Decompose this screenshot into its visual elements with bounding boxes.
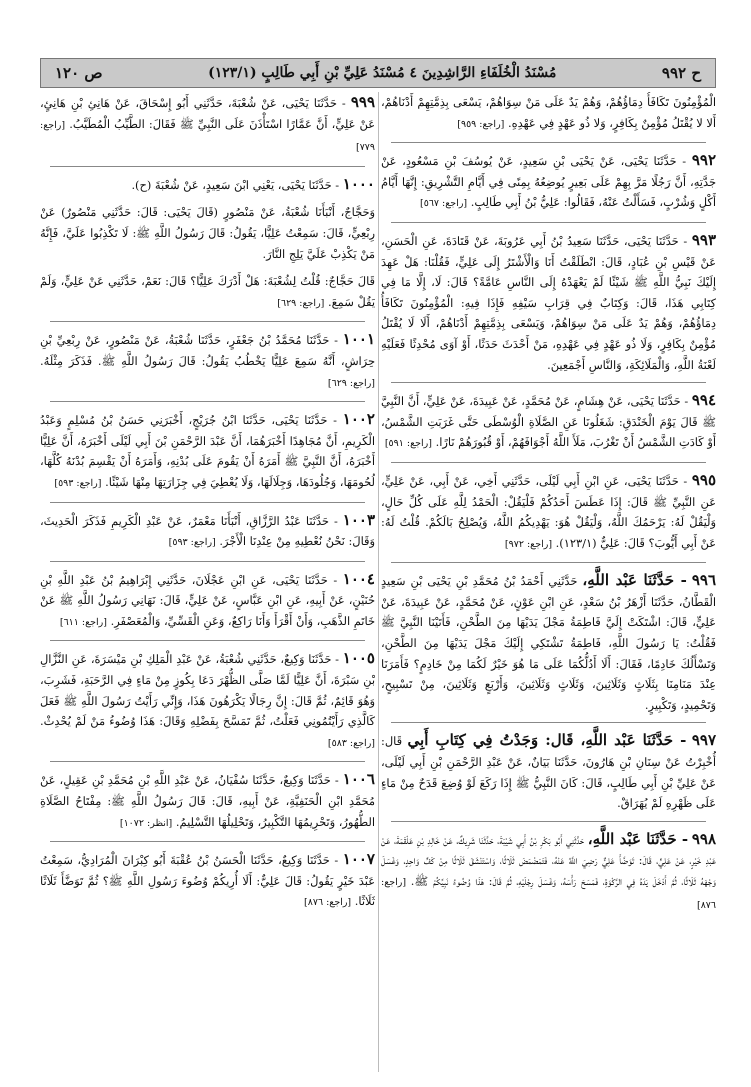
column-divider	[378, 92, 379, 1072]
hadith-paragraph	[40, 271, 375, 314]
hadith-text: - حَدَّثَنَا يَحْيَى، حَدَّثَنَا ابْنُ جُرَيْجٍ، أَخْبَرَنِي حَسَنُ بْنُ مُسْلِمٍ وَعَبْدُ الْكَرِيمِ، أَنَّ مُجَاهِدًا أَخْبَرَهُمَا، أَنَّ عَبْدَ الرَّحْمَنِ بْنَ أَبِي لَيْلَى أَخْبَرَهُ، أَنَّ عَلِيًّا أَخْبَرَهُ، أَنَّ النَّبِيَّ ﷺ أَمَرَهُ أَنْ يَقُومَ عَلَى بُدْنِهِ، وَأَمَرَهُ أَنْ يَقْسِمَ بُدْنَهُ كُلَّهَا، لُحُومَهَا، وَجُلُودَهَا، وَجِلَالَهَا، وَلَا يُعْطِيَ فِي جِزَارَتِهَا مِنْهَا شَيْئًا.	[40, 413, 375, 489]
hadith-paragraph	[40, 849, 375, 914]
hadith-divider	[50, 502, 365, 503]
hadith-number: ١٠٠٤	[342, 569, 375, 588]
hadith-paragraph	[40, 648, 375, 754]
page-header	[40, 58, 716, 88]
hadith-divider	[50, 166, 365, 167]
cross-reference: [راجع: ٦٢٩]	[327, 377, 375, 389]
hadith-text: - حَدَّثَنَا عَبْدُ الرَّزَّاقِ، أَنْبَأَنَا مَعْمَرٌ، عَنْ عَبْدِ الْكَرِيمِ فَذَكَرَ الْحَدِيثَ، وَقَالَ: نَحْنُ نُعْطِيهِ مِنْ عِنْدِنَا الْأَجْرَ.	[40, 513, 375, 549]
hadith-text: - حَدَّثَنَا يَحْيَى، عَنْ هِشَامٍ، عَنْ مُحَمَّدٍ، عَنْ عَبِيدَةَ، عَنْ عَلِيٍّ، أَنَّ النَّبِيَّ ﷺ قَالَ يَوْمَ الْخَنْدَقِ: شَغَلُونَا عَنِ الصَّلَاةِ الْوُسْطَى حَتَّى غَرَبَتِ الشَّمْسُ، أَوْ كَادَتِ الشَّمْسُ أَنْ تَغْرُبَ، مَلَأَ اللَّهُ أَجْوَافَهُمْ، أَوْ قُبُورَهُمْ نَارًا.	[381, 394, 716, 450]
hadith-text: - حَدَّثَنَا يَحْيَى، حَدَّثَنَا سَعِيدُ بْنُ أَبِي عَرُوبَةَ، عَنْ قَتَادَةَ، عَنِ الْحَسَنِ، عَنْ قَيْسِ بْنِ عُبَادٍ، قَالَ: انْطَلَقْتُ أَنَا وَالْأَشْتَرُ إِلَى عَلِيٍّ، فَقُلْنَا: هَلْ عَهِدَ إِلَيْكَ نَبِيُّ اللَّهِ ﷺ شَيْئًا لَمْ يَعْهَدْهُ إِلَى النَّاسِ عَامَّةً؟ قَالَ: لَا، إِلَّا مَا فِي كِتَابِي هَذَا، قَالَ: وَكِتَابٌ فِي قِرَابِ سَيْفِهِ فَإِذَا فِيهِ: الْمُؤْمِنُونَ تَكَافَأُ دِمَاؤُهُمْ، وَهُمْ يَدٌ عَلَى مَنْ سِوَاهُمْ، وَيَسْعَى بِذِمَّتِهِمْ أَدْنَاهُمْ، أَلَا لَا يُقْتَلُ مُؤْمِنٌ بِكَافِرٍ، وَلَا ذُو عَهْدٍ فِي عَهْدِهِ، مَنْ أَحْدَثَ حَدَثًا، أَوْ آوَى مُحْدِثًا فَعَلَيْهِ لَعْنَةُ اللَّهِ، وَالْمَلَائِكَةِ، وَالنَّاسِ أَجْمَعِينَ.	[381, 233, 716, 372]
left-column	[40, 92, 375, 1077]
hadith-number: ٩٩٣	[691, 230, 716, 249]
hadith-number: ٩٩٤	[691, 391, 716, 410]
cross-reference: [راجع: ٥٦٧]	[420, 198, 468, 210]
hadith-paragraph	[381, 730, 716, 813]
hadith-paragraph	[40, 202, 375, 264]
cross-reference: [راجع: ٩٥٩]	[457, 118, 505, 130]
hadith-divider	[391, 222, 706, 223]
hadith-number: ٩٩٥	[691, 470, 716, 489]
hadith-number: ٩٩٢	[691, 151, 716, 170]
hadith-number: ١٠٠٥	[342, 649, 375, 668]
hadith-divider	[391, 382, 706, 383]
hadith-paragraph	[40, 569, 375, 634]
cross-reference: [راجع: ٨٧٦]	[381, 877, 716, 911]
hadith-divider	[50, 761, 365, 762]
cross-reference: [انظر: ١٠٧٢]	[119, 817, 173, 829]
hadith-paragraph	[40, 329, 375, 394]
hadith-number: ١٠٠٧	[342, 850, 375, 869]
hadith-range-ref: ح ٩٩٢	[661, 64, 701, 82]
hadith-paragraph	[381, 92, 716, 135]
hadith-divider	[391, 562, 706, 563]
hadith-divider	[50, 561, 365, 562]
hadith-number: ١٠٠٣	[342, 510, 375, 529]
hadith-text: - حَدَّثَنَا وَكِيعٌ، حَدَّثَنَا سُفْيَانُ، عَنْ عَبْدِ اللَّهِ بْنِ مُحَمَّدِ بْنِ عَقِيلٍ، عَنْ مُحَمَّدِ ابْنِ الْحَنَفِيَّةِ، عَنْ أَبِيهِ، قَالَ: قَالَ رَسُولُ اللَّهِ ﷺ: مِفْتَاحُ الصَّلَاةِ الطُّهُورُ، وَتَحْرِيمُهَا التَّكْبِيرُ، وَتَحْلِيلُهَا التَّسْلِيمُ.	[40, 773, 375, 829]
hadith-paragraph	[381, 470, 716, 555]
hadith-paragraph	[40, 510, 375, 554]
hadith-divider	[50, 841, 365, 842]
hadith-paragraph	[40, 92, 375, 159]
hadith-paragraph	[381, 230, 716, 375]
hadith-text: - حَدَّثَنَا يَحْيَى، عَنِ ابْنِ أَبِي لَيْلَى، حَدَّثَنِي أَخِي، عَنْ أَبِي، عَنْ عَلِيٍّ، عَنِ النَّبِيِّ ﷺ قَالَ: إِذَا عَطَسَ أَحَدُكُمْ فَلْيَقُلْ: الْحَمْدُ لِلَّهِ عَلَى كُلِّ حَالٍ، وَلْيَقُلْ لَهُ: يَرْحَمُكَ اللَّهُ، وَلْيَقُلْ هُوَ: يَهْدِيكُمُ اللَّهُ، وَيُصْلِحُ بَالَكُمْ. قُلْتُ لَهُ: عَنْ أَبِي أَيُّوبَ؟ قَالَ: عَلِيٌّ (١٢٣/١).	[381, 473, 716, 550]
cross-reference: [راجع: ٥٩١]	[384, 438, 432, 450]
hadith-text: قَال: أُخْبِرْتُ عَنْ سِنَانِ بْنِ هَارُونَ، حَدَّثَنَا بَيَانٌ، عَنْ عَبْدِ الرَّحْمَنِ بْنِ أَبِي لَيْلَى، عَنْ عَلِيِّ بْنِ أَبِي طَالِبٍ، قَالَ: كَانَ النَّبِيُّ ﷺ إِذَا رَكَعَ لَوْ وُضِعَ قَدَحٌ مِنْ مَاءٍ عَلَى ظَهْرِهِ لَمْ يُهَرَاقْ.	[381, 734, 716, 811]
cross-reference: [راجع: ٩٧٢]	[504, 538, 553, 550]
hadith-number: ٩٩٧	[691, 731, 716, 750]
hadith-number: ١٠٠٦	[342, 770, 375, 789]
hadith-text: حَدَّثَنِي أَبُو بَكْرِ بْنُ أَبِي شَيْبَةَ، حَدَّثَنَا شَرِيكٌ، عَنْ خَالِدِ بْنِ عَلْقَمَةَ، عَنْ عَبْدِ خَيْرٍ، عَنْ عَلِيٍّ، قَالَ: تَوَضَّأَ عَلِيٌّ رَضِيَ اللَّهُ عَنْهُ، فَتَمَضْمَضَ ثَلَاثًا، وَاسْتَنْشَقَ ثَلَاثًا مِنْ كَفٍّ وَاحِدٍ، وَغَسَلَ وَجْهَهُ ثَلَاثًا، ثُمَّ أَدْخَلَ يَدَهُ فِي الرَّكْوَةِ، فَمَسَحَ رَأْسَهُ، وَغَسَلَ رِجْلَيْهِ، ثُمَّ قَالَ: هَذَا وُضُوءُ نَبِيِّكُمْ ﷺ.	[381, 832, 716, 888]
hadith-text: الْمُؤْمِنُونَ تَكَافَأُ دِمَاؤُهُمْ، وَهُمْ يَدٌ عَلَى مَنْ سِوَاهُمْ، يَسْعَى بِذِمَّتِهِمْ أَدْنَاهُمْ، أَلا لا يُقْتَلُ مُؤْمِنٌ بِكَافِرٍ، وَلا ذُو عَهْدٍ فِي عَهْدِهِ.	[381, 95, 716, 130]
hadith-number: ٩٩٦	[691, 571, 716, 590]
hadith-divider	[391, 462, 706, 463]
hadith-text: - حَدَّثَنَا يَحْيَى، عَنْ شُعْبَةَ، حَدَّثَنِي أَبُو إِسْحَاقَ، عَنْ هَانِئِ بْنِ هَانِئٍ، عَنْ عَلِيٍّ، أَنَّ عَمَّارًا اسْتَأْذَنَ عَلَى النَّبِيِّ ﷺ فَقَالَ: الطَّيِّبُ الْمُطَيَّبُ.	[40, 96, 375, 131]
header-title: مُسْنَدُ الْخُلَفَاءِ الرَّاشِدِينَ ٤ مُسْنَدُ عَلِيِّ بْنِ أَبِي طَالِبٍ (١٢٣/١)	[208, 65, 557, 81]
cross-reference: [راجع: ٨٧٦]	[304, 897, 352, 909]
hadith-number: ٩٩٨	[691, 829, 716, 848]
hadith-text: - حَدَّثَنَا يَحْيَى، عَنِ ابْنِ عَجْلَانَ، حَدَّثَنِي إِبْرَاهِيمُ بْنُ عَبْدِ اللَّهِ بْنِ حُنَيْنٍ، عَنْ أَبِيهِ، عَنِ ابْنِ عَبَّاسٍ، عَنْ عَلِيٍّ، قَالَ: نَهَانِي رَسُولُ اللَّهِ ﷺ عَنْ خَاتَمِ الذَّهَبِ، وَأَنْ أَقْرَأَ وَأَنَا رَاكِعٌ، وَعَنِ الْقَسِّيِّ، وَالْمُعَصْفَرِ.	[40, 572, 375, 628]
hadith-divider	[50, 640, 365, 641]
hadith-text: - حَدَّثَنَا وَكِيعٌ، حَدَّثَنِي شُعْبَةُ، عَنْ عَبْدِ الْمَلِكِ بْنِ مَيْسَرَةَ، عَنِ النَّزَّالِ بْنِ سَبْرَةَ، أَنَّ عَلِيًّا لَمَّا صَلَّى الظُّهْرَ دَعَا بِكُوزٍ مِنْ مَاءٍ فِي الرَّحَبَةِ، فَشَرِبَ، وَهُوَ قَائِمٌ، ثُمَّ قَالَ: إِنَّ رِجَالًا يَكْرَهُونَ هَذَا، وَإِنِّي رَأَيْتُ رَسُولَ اللَّهِ ﷺ فَعَلَ كَالَّذِي رَأَيْتُمُونِي فَعَلْتُ، ثُمَّ تَمَسَّحَ بِفَضْلِهِ وَقَالَ: هَذَا وُضُوءُ مَنْ لَمْ يُحْدِثْ.	[40, 652, 375, 729]
cross-reference: [راجع: ٥٩٣]	[168, 537, 216, 549]
hadith-heading: - حَدَّثَنَا عَبْد اللَّهِ،	[582, 571, 687, 590]
hadith-divider	[391, 722, 706, 723]
hadith-paragraph	[381, 150, 716, 215]
hadith-number: ٩٩٩	[350, 93, 375, 111]
hadith-paragraph	[40, 769, 375, 834]
hadith-text: - حَدَّثَنَا يَحْيَى، يَعْنِي ابْنَ سَعِيدٍ، عَنْ شُعْبَةَ (ح).	[131, 177, 340, 192]
hadith-paragraph	[381, 390, 716, 455]
hadith-paragraph	[381, 570, 716, 715]
hadith-text: - حَدَّثَنَا وَكِيعٌ، حَدَّثَنَا الْحَسَنُ بْنُ عُقْبَةَ أَبُو كِبْرَانَ الْمُرَادِيُّ، سَمِعْتُ عَبْدَ خَيْرٍ يَقُولُ: قَالَ عَلِيٌّ: أَلَا أُرِيكُمْ وُضُوءَ رَسُولِ اللَّهِ ﷺ؟ ثُمَّ تَوَضَّأَ ثَلَاثًا ثَلَاثًا.	[40, 853, 375, 909]
hadith-divider	[391, 142, 706, 143]
hadith-heading: - حَدَّثَنَا عَبْد اللَّهِ، قَال: وَجَدْتُ فِي كِتَابِ أَبِي	[407, 731, 687, 750]
hadith-divider	[50, 321, 365, 322]
hadith-text: - حَدَّثَنَا مُحَمَّدُ بْنُ جَعْفَرٍ، حَدَّثَنَا شُعْبَةُ، عَنْ مَنْصُورٍ، عَنْ رِبْعِيِّ بْنِ حِرَاشٍ، أَنَّهُ سَمِعَ عَلِيًّا يَخْطُبُ يَقُولُ: قَالَ رَسُولُ اللَّهِ ﷺ. فَذَكَرَ مِثْلَهُ.	[40, 333, 375, 368]
hadith-number: ١٠٠٠	[342, 174, 375, 193]
cross-reference: [راجع: ٦٢٩]	[277, 297, 325, 309]
hadith-paragraph	[40, 409, 375, 494]
cross-reference: [راجع: ٧٧٩]	[40, 119, 375, 154]
hadith-divider	[50, 401, 365, 402]
hadith-text: وَحَجَّاجٌ، أَنْبَأَنَا شُعْبَةُ، عَنْ مَنْصُورٍ (قَالَ يَحْيَى: قَالَ: حَدَّثَنِي مَنْصُورٌ) عَنْ رِبْعِيٍّ، قَالَ: سَمِعْتُ عَلِيًّا، يَقُولُ: قَالَ رَسُولُ اللَّهِ ﷺ: لَا تَكْذِبُوا عَلَيَّ، فَإِنَّهُ مَنْ يَكْذِبْ عَلَيَّ يَلِجِ النَّارَ.	[40, 205, 375, 261]
hadith-heading: - حَدَّثَنَا عَبْد اللَّهِ،	[587, 829, 689, 848]
hadith-number: ١٠٠١	[342, 330, 375, 349]
hadith-text: حَدَّثَنِي أَحْمَدُ بْنُ مُحَمَّدِ بْنِ يَحْيَى بْنِ سَعِيدٍ الْقَطَّانُ، حَدَّثَنَا أَزْهَرُ بْنُ سَعْدٍ، عَنِ ابْنِ عَوْنٍ، عَنْ مُحَمَّدٍ، عَنْ عَبِيدَةَ، عَنْ عَلِيٍّ، قَالَ: اشْتَكَتْ إِلَيَّ فَاطِمَةُ مَجْلَ يَدَيْهَا مِنَ الطَّحْنِ، فَأَتَيْنَا النَّبِيَّ ﷺ فَقُلْتُ: يَا رَسُولَ اللَّهِ، فَاطِمَةُ تَشْتَكِي إِلَيْكَ مَجْلَ يَدَيْهَا مِنَ الطَّحْنِ، وَتَسْأَلُكَ خَادِمًا، فَقَالَ: أَلَا أَدُلُّكُمَا عَلَى مَا هُوَ خَيْرٌ لَكُمَا مِنْ خَادِمٍ؟ فَأَمَرَنَا عِنْدَ مَنَامِنَا بِثَلَاثٍ وَثَلَاثِينَ، وَثَلَاثٍ وَثَلَاثِينَ، وَأَرْبَعٍ وَثَلَاثِينَ، مِنْ تَسْبِيحٍ، وَتَحْمِيدٍ، وَتَكْبِيرٍ.	[381, 574, 716, 712]
right-column	[381, 92, 716, 1077]
hadith-paragraph	[381, 829, 716, 916]
hadith-number: ١٠٠٢	[342, 410, 375, 429]
hadith-paragraph	[40, 174, 375, 196]
cross-reference: [راجع: ٥٩٣]	[54, 477, 102, 489]
cross-reference: [راجع: ٥٨٣]	[327, 737, 375, 749]
cross-reference: [راجع: ٦١١]	[59, 616, 107, 628]
hadith-text: قَالَ حَجَّاجٌ: قُلْتُ لِشُعْبَةَ: هَلْ أَدْرَكَ عَلِيًّا؟ قَالَ: نَعَمْ، حَدَّثَنِي عَنْ عَلِيٍّ، وَلَمْ يَقُلْ سَمِعَ.	[40, 274, 375, 309]
hadith-text: - حَدَّثَنَا يَحْيَى، عَنْ يَحْيَى بْنِ سَعِيدٍ، عَنْ يُوسُفَ بْنِ مَسْعُودٍ، عَنْ جَدَّتِهِ، أَنَّ رَجُلًا مَرَّ بِهِمْ عَلَى بَعِيرٍ يُوضِعُهُ بِمِنًى فِي أَيَّامِ التَّشْرِيقِ: إِنَّهَا أَيَّامُ أَكْلٍ وَشُرْبٍ، فَسَأَلْتُ عَنْهُ، فَقَالُوا: عَلِيُّ بْنُ أَبِي طَالِبٍ.	[381, 154, 716, 210]
page-number: ص ١٢٠	[55, 64, 103, 82]
hadith-divider	[391, 821, 706, 822]
